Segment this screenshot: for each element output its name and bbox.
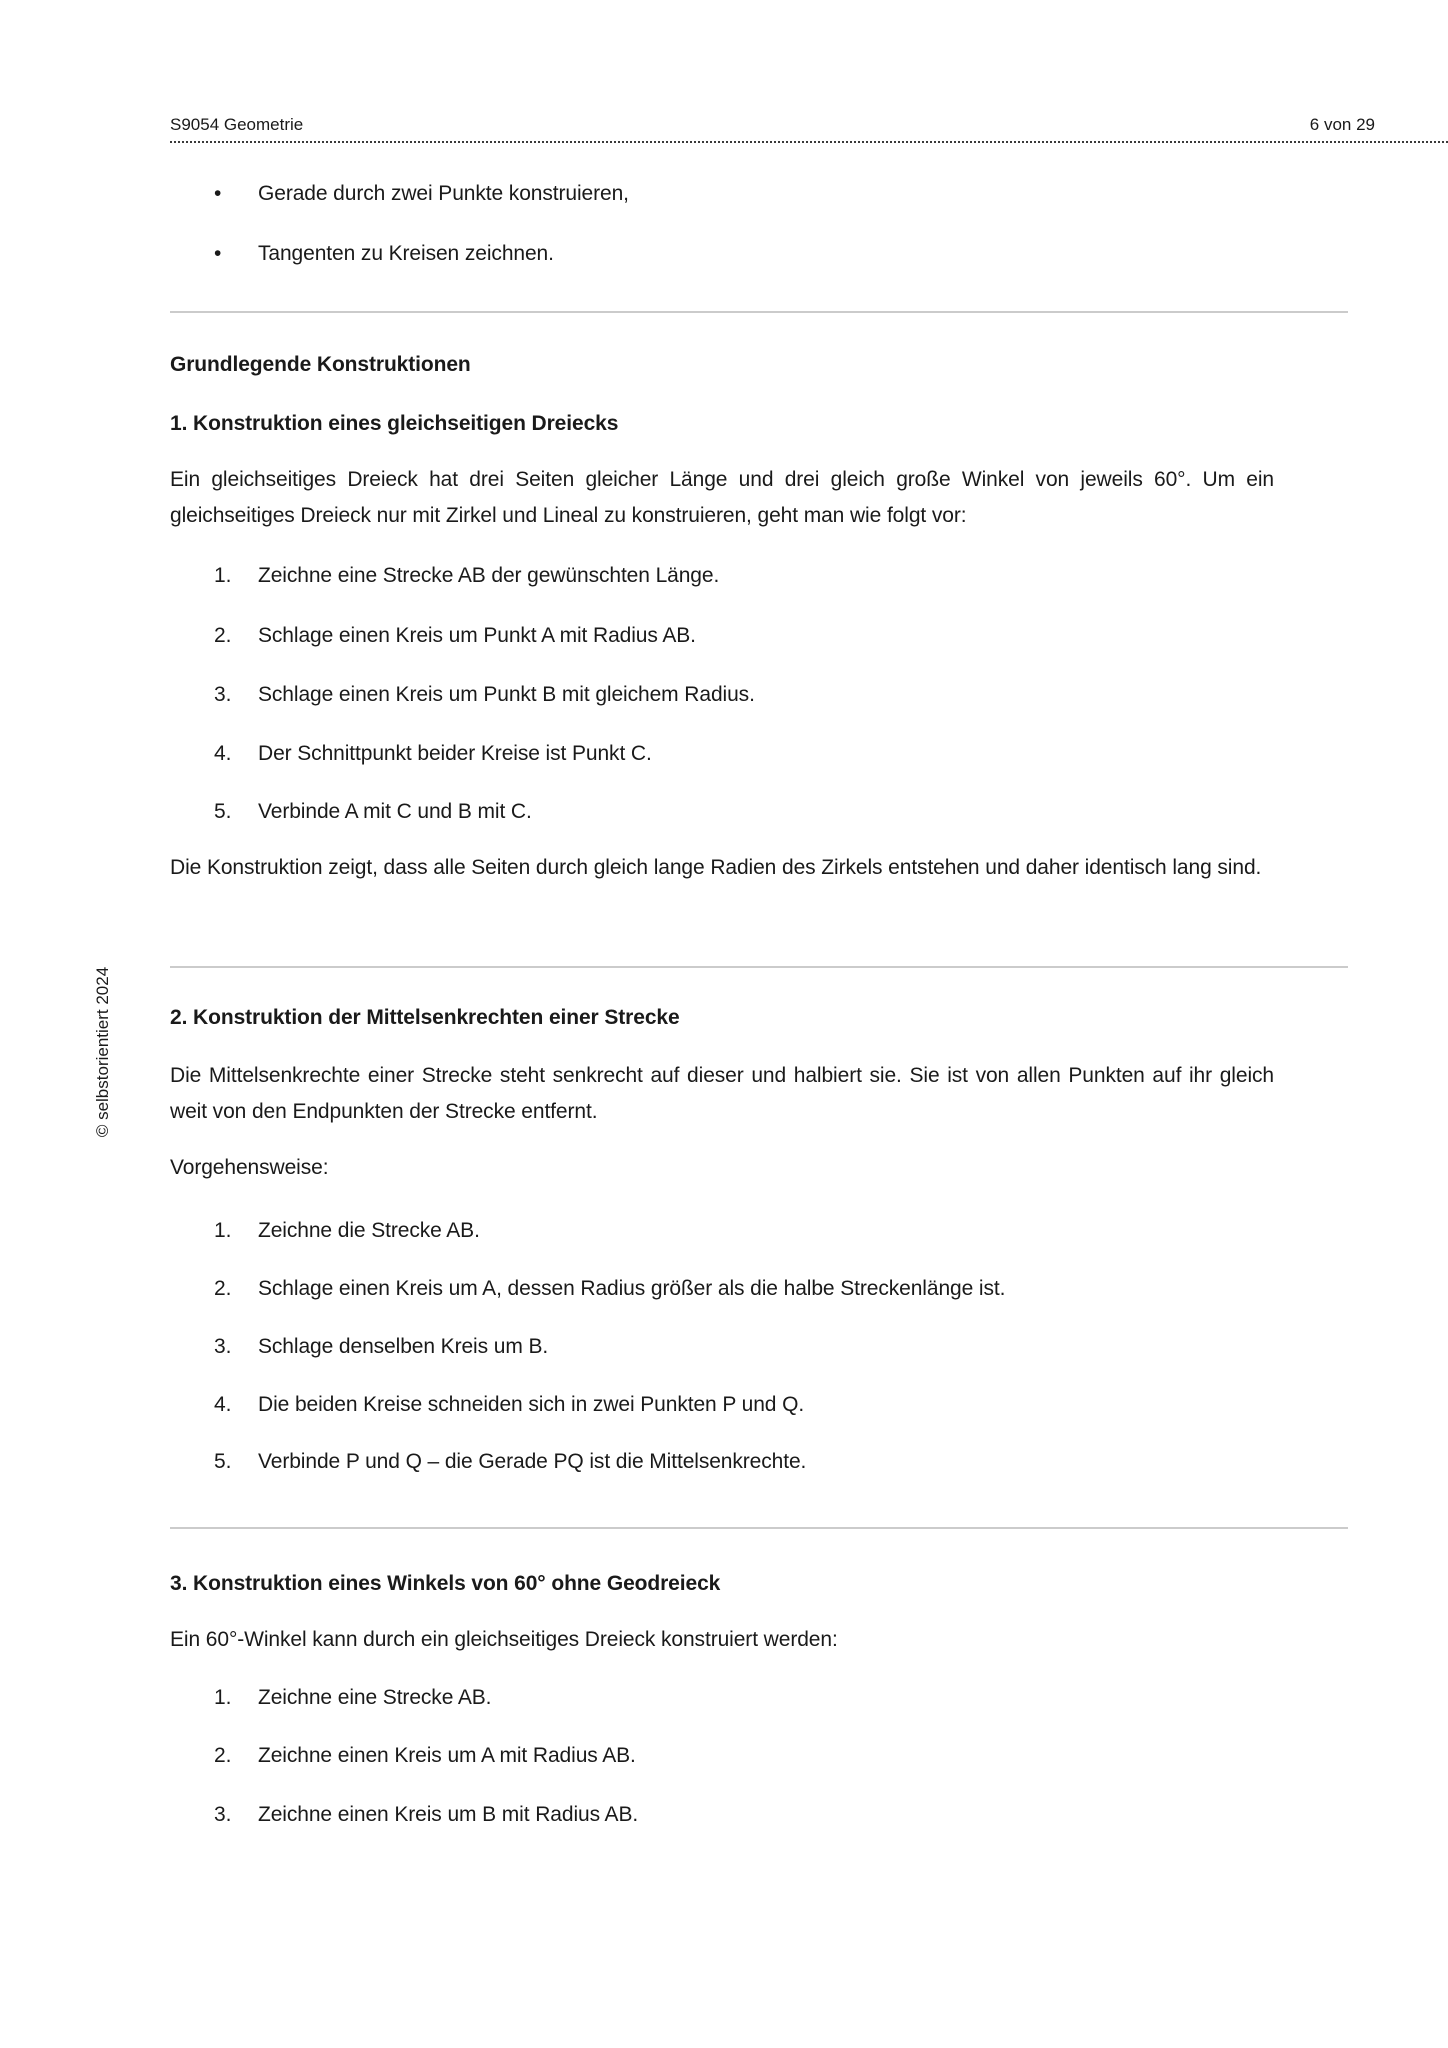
main-heading: Grundlegende Konstruktionen	[170, 353, 471, 376]
numbered-item	[170, 1684, 1280, 1712]
item-text: Schlage einen Kreis um Punkt A mit Radius AB.	[258, 624, 696, 647]
numbered-item	[170, 740, 1280, 768]
section1-intro-paragraph: Ein gleichseitiges Dreieck hat drei Seiten gleicher Länge und drei gleich große Winkel von jeweils 60°. Um ein gleichseitiges Dreieck nur mit Zirkel und Lineal zu konstruieren, geht man wie folgt vor:	[170, 468, 1274, 527]
bullet-item	[170, 240, 1280, 268]
item-text: Die beiden Kreise schneiden sich in zwei Punkten P und Q.	[258, 1393, 805, 1416]
bullet-item	[170, 180, 1280, 208]
item-number: 2.	[214, 1277, 232, 1300]
item-text: Zeichne eine Strecke AB.	[258, 1686, 492, 1709]
item-number: 3.	[214, 683, 232, 706]
header-doc-code: S9054 Geometrie	[170, 115, 304, 134]
bullet-item-text: Tangenten zu Kreisen zeichnen.	[258, 242, 554, 265]
numbered-item	[170, 681, 1280, 709]
item-text: Zeichne einen Kreis um A mit Radius AB.	[258, 1744, 636, 1767]
item-number: 4.	[214, 1393, 232, 1416]
item-number: 2.	[214, 1744, 232, 1767]
header-rule	[170, 141, 1448, 143]
section3-heading: 3. Konstruktion eines Winkels von 60° ohne Geodreieck	[170, 1572, 721, 1595]
item-number: 2.	[214, 624, 232, 647]
numbered-item	[170, 1801, 1280, 1829]
numbered-item	[170, 622, 1280, 650]
item-text: Verbinde A mit C und B mit C.	[258, 800, 532, 823]
item-number: 1.	[214, 564, 232, 587]
bullet-item-text: Gerade durch zwei Punkte konstruieren,	[258, 182, 629, 205]
section1-heading: 1. Konstruktion eines gleichseitigen Dreiecks	[170, 412, 619, 435]
item-number: 1.	[214, 1686, 232, 1709]
numbered-item	[170, 1333, 1280, 1361]
procedure-label: Vorgehensweise:	[170, 1156, 329, 1179]
header-page-indicator: 6 von 29	[1309, 115, 1375, 134]
item-text: Zeichne einen Kreis um B mit Radius AB.	[258, 1803, 639, 1826]
section2-intro-paragraph: Die Mittelsenkrechte einer Strecke steht senkrecht auf dieser und halbiert sie. Sie ist von allen Punkten auf ihr gleich weit von den Endpunkten der Strecke entfernt.	[170, 1064, 1274, 1123]
item-number: 5.	[214, 1450, 232, 1473]
item-number: 5.	[214, 800, 232, 823]
section-divider	[170, 966, 1348, 968]
item-text: Zeichne die Strecke AB.	[258, 1219, 480, 1242]
bullet-icon: •	[214, 182, 222, 205]
section3-intro-paragraph: Ein 60°-Winkel kann durch ein gleichseitiges Dreieck konstruiert werden:	[170, 1628, 838, 1651]
numbered-item	[170, 1391, 1280, 1419]
item-number: 3.	[214, 1803, 232, 1826]
item-number: 1.	[214, 1219, 232, 1242]
numbered-item	[170, 1217, 1280, 1245]
section1-conclusion-paragraph: Die Konstruktion zeigt, dass alle Seiten durch gleich lange Radien des Zirkels entstehen und daher identisch lang sind.	[170, 856, 1262, 879]
item-text: Schlage denselben Kreis um B.	[258, 1335, 549, 1358]
section2-heading: 2. Konstruktion der Mittelsenkrechten einer Strecke	[170, 1006, 680, 1029]
item-text: Zeichne eine Strecke AB der gewünschten Länge.	[258, 564, 720, 587]
section-divider	[170, 311, 1348, 313]
item-text: Schlage einen Kreis um A, dessen Radius größer als die halbe Streckenlänge ist.	[258, 1277, 1006, 1300]
item-number: 4.	[214, 742, 232, 765]
copyright-vertical-note: © selbstorientiert 2024	[93, 966, 112, 1138]
bullet-icon: •	[214, 242, 222, 265]
item-text: Schlage einen Kreis um Punkt B mit gleichem Radius.	[258, 683, 755, 706]
item-text: Der Schnittpunkt beider Kreise ist Punkt C.	[258, 742, 652, 765]
numbered-item	[170, 1448, 1280, 1476]
numbered-item	[170, 562, 1280, 590]
item-text: Verbinde P und Q – die Gerade PQ ist die Mittelsenkrechte.	[258, 1450, 807, 1473]
item-number: 3.	[214, 1335, 232, 1358]
numbered-item	[170, 1275, 1280, 1303]
section-divider	[170, 1527, 1348, 1529]
numbered-item	[170, 798, 1280, 826]
numbered-item	[170, 1742, 1280, 1770]
